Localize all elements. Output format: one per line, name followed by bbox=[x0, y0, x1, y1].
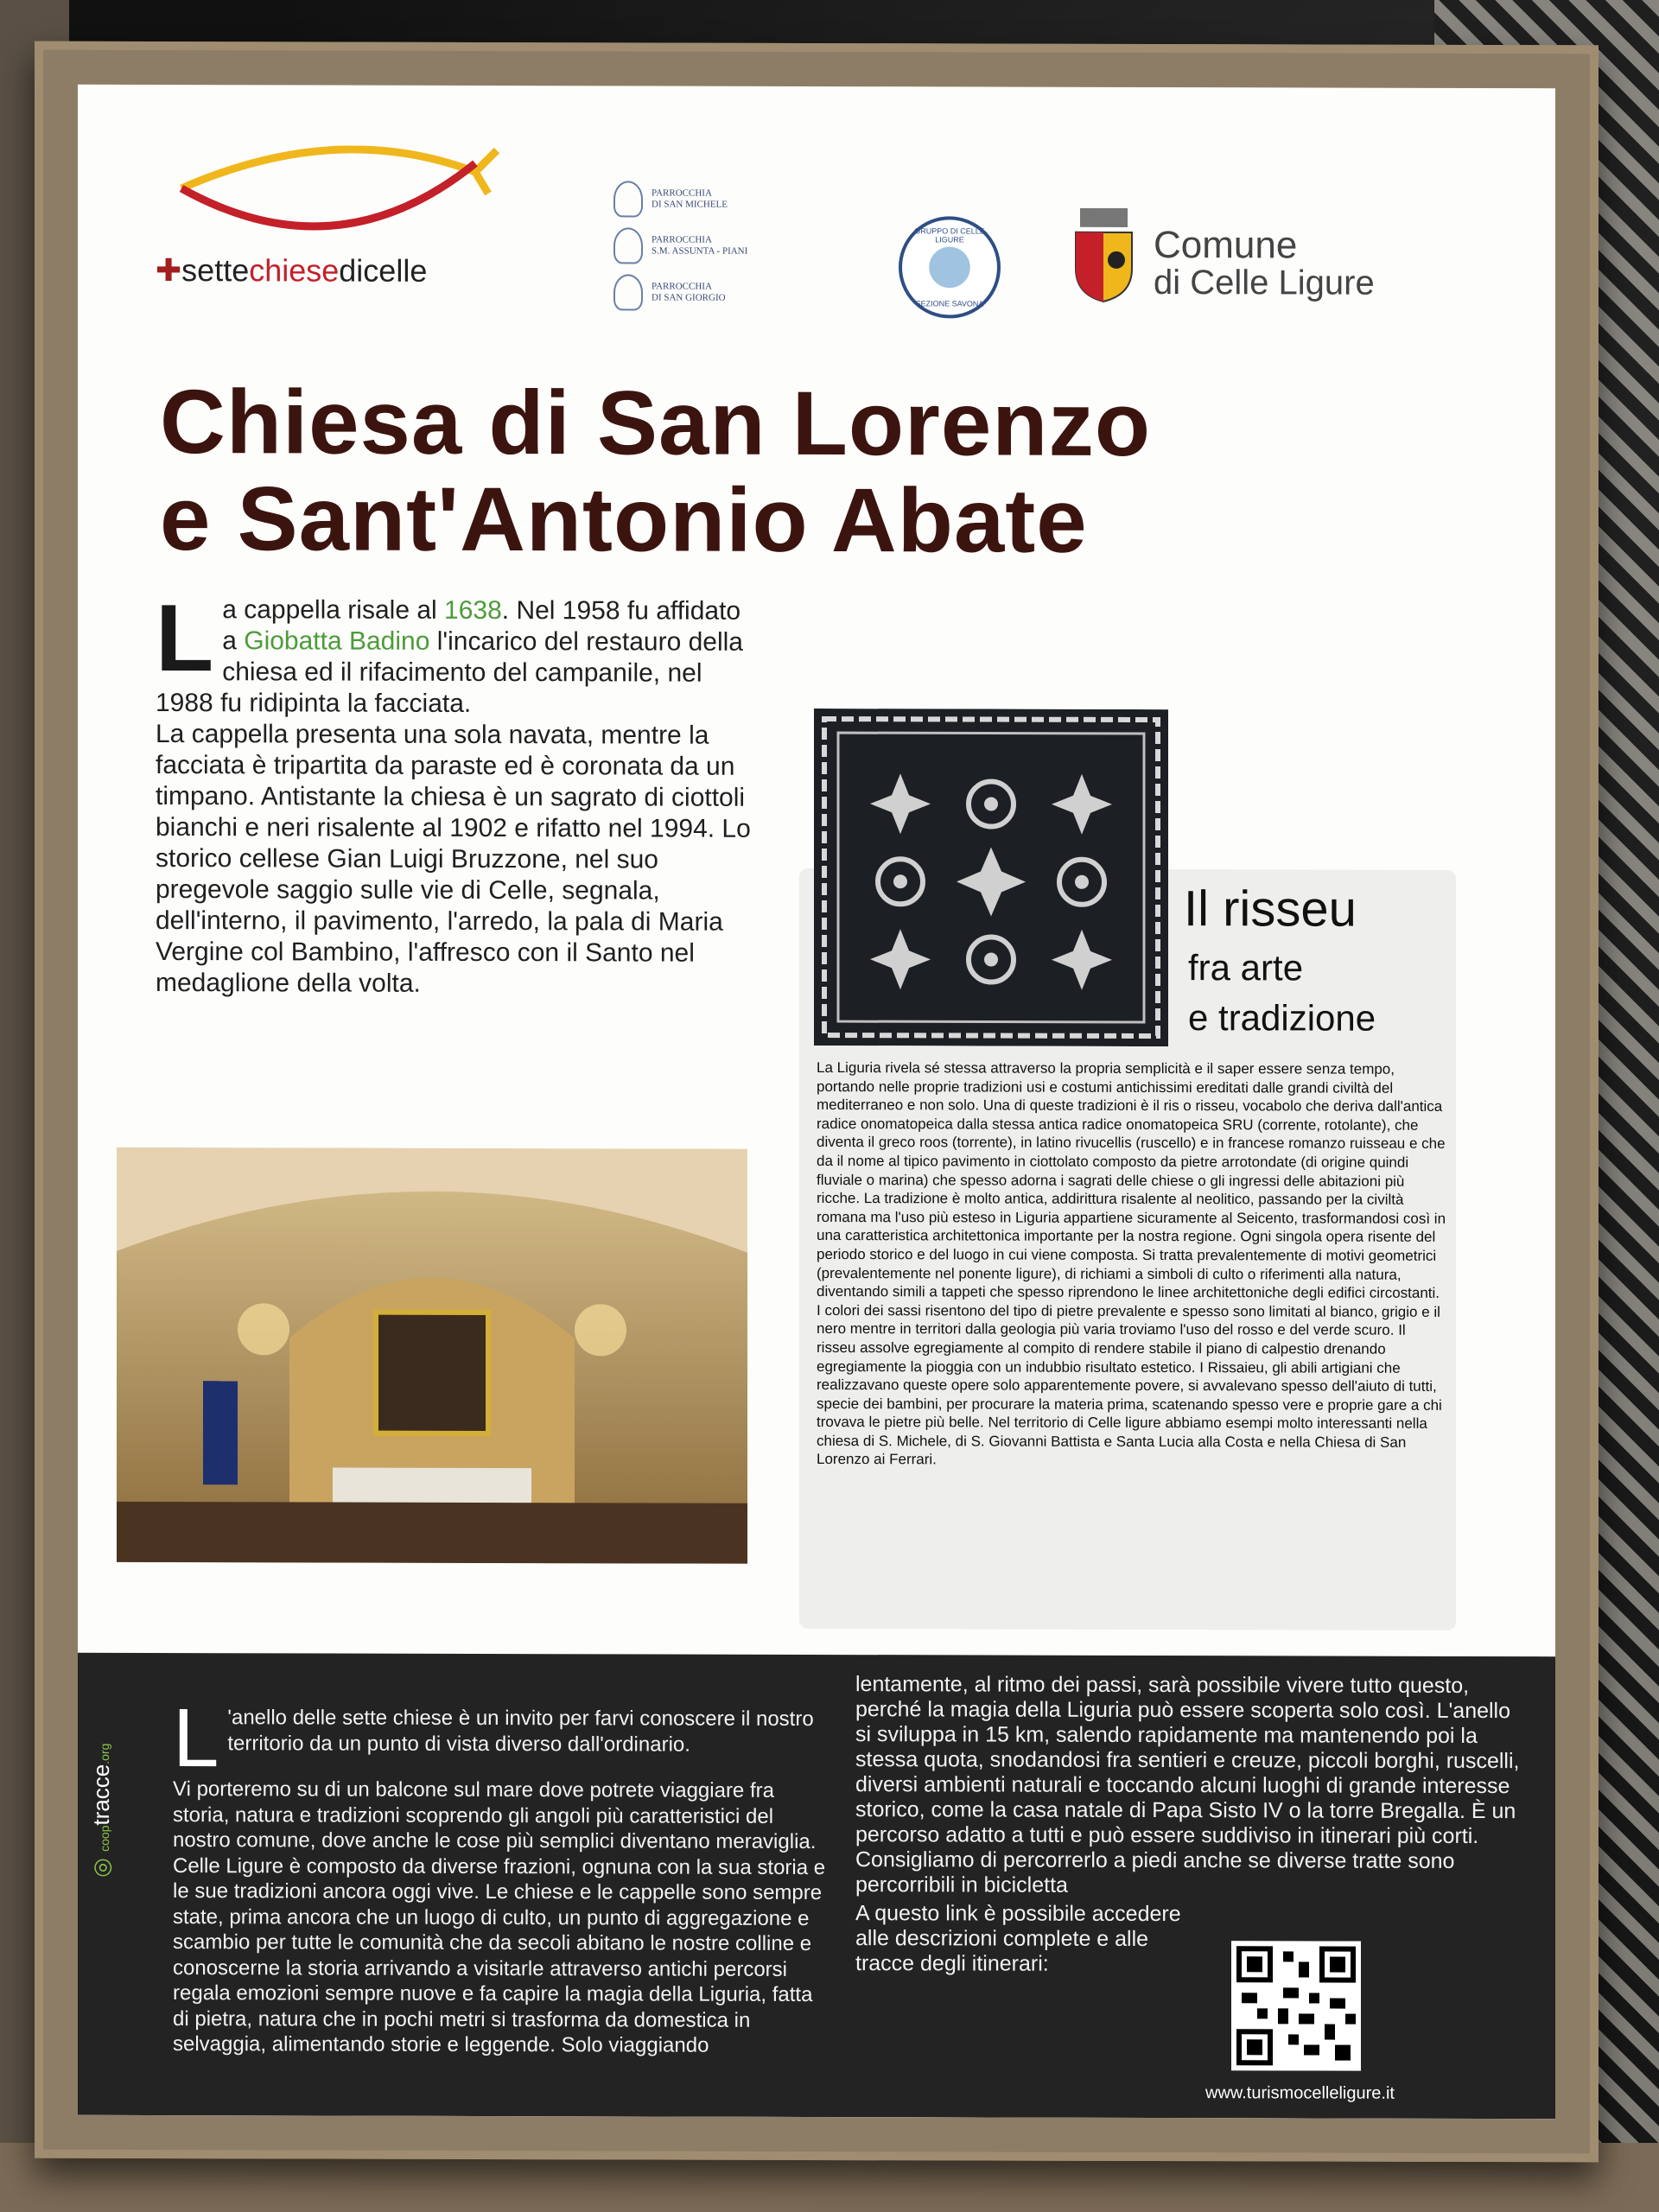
seal-bottom-text: SEZIONE SAVONA bbox=[915, 299, 984, 308]
logo-text-part: chiese bbox=[249, 252, 340, 289]
website-link[interactable]: www.turismocelleligure.it bbox=[1205, 2083, 1395, 2103]
saint-icon bbox=[613, 181, 643, 217]
title-line1: Chiesa di San Lorenzo bbox=[160, 372, 1152, 476]
brand-small: coop bbox=[98, 1825, 111, 1852]
parish-name: PARROCCHIA S.M. ASSUNTA - PIANI bbox=[652, 234, 748, 257]
history-text bbox=[156, 584, 760, 1001]
group-seal-logo bbox=[899, 216, 1001, 318]
board-panel bbox=[78, 85, 1555, 2119]
risseu-subtitle-line1: fra arte bbox=[1188, 947, 1304, 988]
comune-line1: Comune bbox=[1154, 224, 1298, 267]
logo-text-part: sette bbox=[181, 252, 250, 289]
parish-item bbox=[613, 227, 786, 264]
footer-left-text bbox=[173, 1692, 830, 2058]
qr-code[interactable] bbox=[1231, 1941, 1361, 2070]
parish-item bbox=[613, 274, 786, 311]
link-text: A questo link è possibile accedere alle descrizioni complete e alle tracce degli itinerari: bbox=[855, 1901, 1181, 1976]
coop-tracce-logo bbox=[88, 1744, 115, 1878]
comune-line2: di Celle Ligure bbox=[1154, 264, 1375, 302]
footer-drop-cap: L bbox=[173, 1692, 219, 1785]
page-title bbox=[160, 374, 1151, 570]
parish-name: PARROCCHIA DI SAN MICHELE bbox=[652, 188, 728, 210]
parish-name: PARROCCHIA DI SAN GIORGIO bbox=[652, 281, 726, 303]
footer-right-text bbox=[855, 1672, 1521, 1978]
history-paragraph: La cappella presenta una sola navata, mentre la facciata è tripartita da paraste ed è coronata da un timpano. Antistante la chiesa è un sagrato di ciottoli bianchi e neri risalente al 1902 e rifatto nel 1994. Lo storico cellese Gian Luigi Bruzzone, nel suo pregevole saggio sulle vie di Celle, segnala, dell'interno, il pavimento, l'arredo, la pala di Maria Vergine col Bambino, l'affresco con il Santo nel medaglione della volta. bbox=[156, 719, 751, 998]
footer-band bbox=[78, 1653, 1555, 2119]
fish-icon bbox=[173, 145, 501, 250]
risseu-subtitle bbox=[1188, 943, 1376, 1044]
drop-cap: L bbox=[156, 584, 214, 692]
saint-icon bbox=[613, 274, 643, 310]
footer-body: Vi porteremo su di un balcone sul mare dove potrete viaggiare fra storia, natura e tradizioni scoprendo gli angoli più caratteristici del nostro comune, dove anche le cose più semplici diventano meraviglia. Celle Ligure è composto da diverse frazioni, ognuna con la sua storia e le sue tradizioni ancora oggi vive. Le chiese e le cappelle sono sempre state, prima ancora che un luogo di culto, un punto di aggregazione e scambio per tutte le comunità che da secoli abitano le nostre colline e conoscerne la storia arrivando a visitarle attraverso antichi percorsi regala emozioni sempre nuove e fa capire la magia della Liguria, fatta di pietra, natura che in pochi metri si trasforma da domestica in selvaggia, alimentando storie e leggende. Solo viaggiando bbox=[173, 1777, 826, 2057]
history-text-part: . Nel 1958 fu affidato a bbox=[222, 596, 741, 656]
history-text-part: a cappella risale al bbox=[222, 595, 445, 625]
seal-top-text: GRUPPO DI CELLE LIGURE bbox=[914, 226, 985, 245]
brand-tld: .org bbox=[98, 1743, 111, 1764]
cross-icon: ✚ bbox=[156, 251, 182, 289]
logo-text-part: dicelle bbox=[339, 252, 428, 289]
risseu-title: Il risseu bbox=[1184, 880, 1357, 938]
information-board bbox=[35, 41, 1599, 2163]
title-line2: e Sant'Antonio Abate bbox=[160, 468, 1088, 572]
comune-logo bbox=[1071, 208, 1400, 313]
saint-icon bbox=[613, 227, 643, 264]
parish-item bbox=[613, 181, 786, 218]
church-interior-photo bbox=[117, 1147, 747, 1564]
coat-of-arms-icon bbox=[1071, 208, 1136, 303]
parish-logos bbox=[613, 181, 786, 321]
spiral-icon: ◎ bbox=[88, 1858, 114, 1878]
mosaic-pattern-image bbox=[814, 709, 1168, 1046]
year-highlight: 1638 bbox=[444, 595, 502, 626]
risseu-text: La Liguria rivela sé stessa attraverso la propria semplicità e il saper essere senza tempo, portando nelle proprie tradizioni usi e costumi antichissimi ereditati dalle grandi civiltà del mediterraneo e non solo. Una di queste tradizioni è il ris o risseu, vocabolo che deriva dall'antica radice onomatopeica dalla stessa antica radice onomatopeica SRU (corrente, rotolante), che diventa il greco roos (torrente), in latino rivucellis (ruscello) e in francese romanzo ruisseau e che da il nome al tipico pavimento in ciottolato composto da pietre arrotondate (di origine quindi fluviale o marina) che spesso adorna i sagrati delle chiese o gli ingressi delle abitazioni più ricche. La tradizione è molto antica, addirittura risalente al neolitico, passando per la civiltà romana ma l'uso più esteso in Liguria appartiene sicuramente al Seicento, trasformandosi così in una caratteristica architettonica importante per la nostra regione. Ogni singola opera risente del periodo storico e del luogo in cui viene composta. Si tratta prevalentemente di motivi geometrici (prevalentemente nel ponente ligure), di richiami a simboli di culto o riferimenti alla natura, diventando simili a tappeti che spesso riprendono le linee architettoniche degli edifici circostanti. I colori dei sassi risentono del tipo di pietre prevalente e spesso sono limitati al bianco, grigio e il nero mentre in territori dalla geologia più varia troviamo l'uso del rosso e del verde scuro. Il risseu assolve egregiamente al compito di rendere stabile il piano di calpestio drenando egregiamente la pioggia con un indubbio risultato estetico. I Rissaieu, gli abili artigiani che realizzavano queste opere solo apparentemente povere, si avvalevano spesso dell'aiuto di tutti, specie dei bambini, per procurare la materia prima, scatenando spesso vere e proprie gare a chi trovava le pietre più belle. Nel territorio di Celle ligure abbiamo esempi molto interessanti nella chiesa di S. Michele, di S. Giovanni Battista e Santa Lucia alla Costa e nella Chiesa di San Lorenzo ai Ferrari. bbox=[817, 1059, 1446, 1468]
risseu-subtitle-line2: e tradizione bbox=[1188, 997, 1376, 1039]
history-text-part: l'incarico del restauro della chiesa ed il rifacimento del campanile, nel 1988 fu ridipinta la facciata. bbox=[156, 626, 743, 718]
name-highlight: Giobatta Badino bbox=[244, 626, 430, 656]
logo-text bbox=[156, 252, 427, 289]
sette-chiese-logo bbox=[156, 145, 493, 302]
brand-name: tracce bbox=[88, 1764, 114, 1826]
footer-right-body: lentamente, al ritmo dei passi, sarà possibile vivere tutto questo, perché la magia della Liguria può essere scoperta solo così. L'anello si sviluppa in 15 km, salendo rapidamente ma mantenendo poi la stessa quota, snodandosi fra sentieri e creuze, piccoli borghi, ruscelli, diversi ambienti naturali e toccando alcuni luoghi di grande interesse storico, come la casa natale di Papa Sisto IV o la torre Bregalla. È un percorso adatto a tutti e può essere suddiviso in itinerari più corti. Consigliamo di percorrerlo a piedi anche se diverse tratte sono percorribili in bicicletta bbox=[855, 1672, 1520, 1897]
footer-intro: 'anello delle sette chiese è un invito per farvi conoscere il nostro territorio da un punto di vista diverso dall'ordinario. bbox=[227, 1706, 814, 1757]
